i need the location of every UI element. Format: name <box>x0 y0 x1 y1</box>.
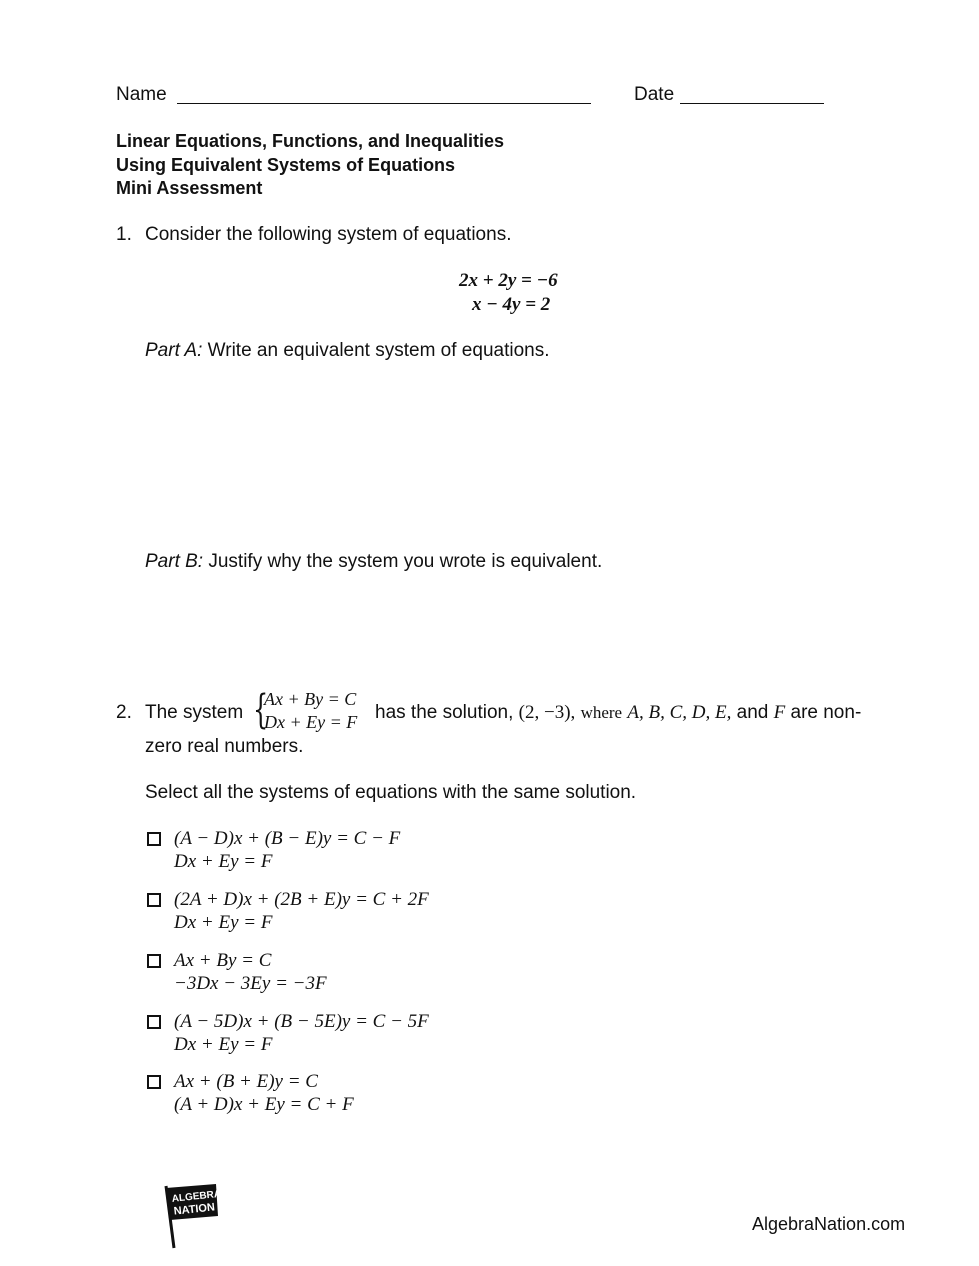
option-line-2: Dx + Ey = F <box>174 1034 273 1055</box>
option-line-1: (A − 5D)x + (B − 5E)y = C − 5F <box>174 1011 429 1032</box>
q1-equation-2: x − 4y = 2 <box>472 294 551 315</box>
q1-part-b-label: Part B: <box>145 551 204 572</box>
q2-system-brace: { <box>253 687 269 733</box>
logo-text-1: ALGEBRA <box>171 1188 222 1205</box>
option-line-2: Dx + Ey = F <box>174 912 273 933</box>
option-line-1: Ax + (B + E)y = C <box>174 1071 318 1092</box>
q1-part-a <box>145 340 550 362</box>
option-line-2: (A + D)x + Ey = C + F <box>174 1094 354 1115</box>
q2-solution-text <box>375 702 861 724</box>
q2-system-eq-2: Dx + Ey = F <box>264 712 358 732</box>
q1-number: 1. <box>116 224 132 245</box>
title-line-3: Mini Assessment <box>116 178 263 198</box>
date-label: Date <box>634 84 675 105</box>
q1-part-b-answer-area[interactable] <box>145 584 905 679</box>
checkbox[interactable] <box>147 1015 161 1029</box>
q2-and: and <box>736 702 769 723</box>
q2-system-eq-1: Ax + By = C <box>264 689 357 709</box>
q2-intro: The system <box>145 702 244 723</box>
checkbox[interactable] <box>147 954 161 968</box>
option-line-2: Dx + Ey = F <box>174 851 273 872</box>
option-line-1: Ax + By = C <box>174 950 272 971</box>
name-label: Name <box>116 84 167 105</box>
algebra-nation-logo <box>160 1182 222 1250</box>
q1-prompt: Consider the following system of equations. <box>145 224 512 245</box>
q1-part-b-text: Justify why the system you wrote is equivalent. <box>208 551 603 572</box>
option-line-2: −3Dx − 3Ey = −3F <box>174 973 327 994</box>
checkbox[interactable] <box>147 832 161 846</box>
option-line-1: (A − D)x + (B − E)y = C − F <box>174 828 401 849</box>
q2-tail-2: zero real numbers. <box>145 736 304 757</box>
title-line-2: Using Equivalent Systems of Equations <box>116 154 456 175</box>
q2-number: 2. <box>116 702 132 723</box>
q2-solution: (2, −3), <box>518 702 576 723</box>
checkbox[interactable] <box>147 1075 161 1089</box>
logo-text-2: NATION <box>173 1201 216 1218</box>
q2-vars: A, B, C, D, E, <box>627 702 732 723</box>
q2-where: where <box>580 703 623 722</box>
title-line-1: Linear Equations, Functions, and Inequalities <box>116 131 505 151</box>
q1-equation-1: 2x + 2y = −6 <box>459 270 558 291</box>
checkbox[interactable] <box>147 893 161 907</box>
flag-icon <box>160 1182 222 1250</box>
option-line-1: (2A + D)x + (2B + E)y = C + 2F <box>174 889 429 910</box>
q1-part-a-label: Part A: <box>145 340 203 361</box>
q1-part-a-text: Write an equivalent system of equations. <box>207 340 550 361</box>
date-field[interactable] <box>680 103 824 104</box>
website-link[interactable]: AlgebraNation.com <box>752 1214 906 1234</box>
q2-has-solution: has the solution, <box>375 702 514 723</box>
q2-instruction: Select all the systems of equations with the same solution. <box>145 782 637 803</box>
q1-part-b <box>145 551 602 573</box>
q2-tail-1: are non- <box>790 702 862 723</box>
page-title <box>116 130 504 201</box>
q2-var-f: F <box>773 702 786 723</box>
q1-part-a-answer-area[interactable] <box>145 372 905 542</box>
name-field[interactable] <box>177 103 591 104</box>
